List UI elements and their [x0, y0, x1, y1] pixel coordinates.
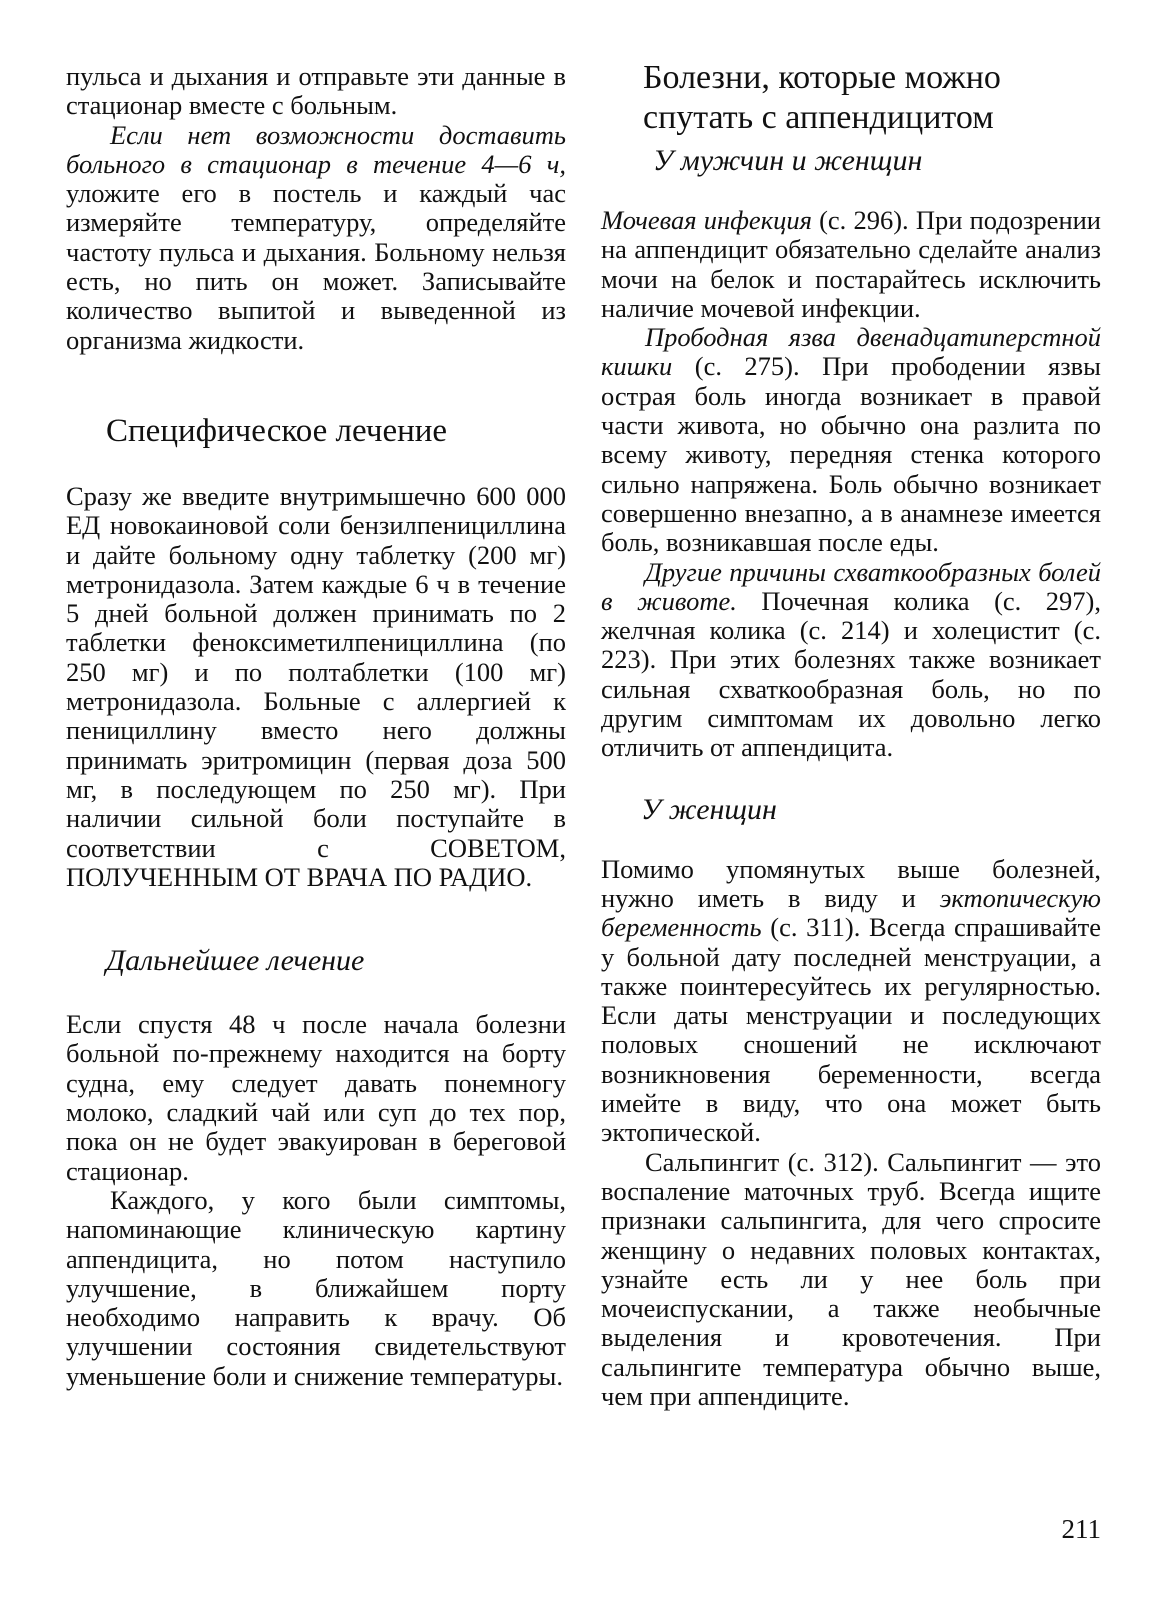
text-other-colic-rest: Почечная колика (с. 297), желчная колика (с. 214) и холецистит (с. 223). При этих болезнях также возникает сильная схваткообразная боль, но по другим симптомам их довольно легко отличить от аппендицита.	[601, 585, 1101, 763]
heading-men-and-women: У мужчин и женщин	[653, 144, 923, 177]
right-column	[601, 59, 1101, 1411]
paragraph-specific-treatment: Сразу же введите внутримышечно 600 000 ЕД новокаиновой соли бензилпенициллина и дайте больному одну таблетку (200 мг) метронидазола. Затем каждые 6 ч в течение 5 дней больной должен принимать по 2 таблетки феноксиметилпенициллина (по 250 мг) и по полтаблетки (100 мг) метронидазола. Больные с аллергией к пенициллину вместо него должны принимать эритромицин (первая доза 500 мг, в последующем по 250 мг). При наличии сильной боли поступайте в соответствии с СОВЕТОМ, ПОЛУЧЕННЫМ ОТ ВРАЧА ПО РАДИО.	[66, 480, 566, 892]
paragraph-refer-doctor: Каждого, у кого были симптомы, напоминающие клиническую картину аппендицита, но потом наступило улучшение, в ближайшем порту необходимо направить к врачу. Об улучшении состояния свидетельствуют уменьшение боли и снижение температуры.	[66, 1184, 566, 1391]
paragraph-no-transport	[66, 121, 566, 355]
italic-other-colic: Другие причины схваткообразных болей в животе.	[601, 556, 1101, 616]
text-ectopic-b: (с. 311). Всегда спрашивайте у больной дату последней менструации, а также поинтересуйтесь их регулярностью. Если даты менструации и последующих половых сношений не исключают возникновения беременности, всегда имейте в виду, что она может быть эктопической.	[601, 912, 1101, 1148]
heading-confusable-diseases: Болезни, которые можно спутать с аппендицитом	[643, 59, 1001, 136]
heading-specific-treatment: Специфическое лечение	[106, 412, 448, 449]
paragraph-salpingitis: Сальпингит (с. 312). Сальпингит — это воспаление маточных труб. Всегда ищите признаки сальпингита, для чего спросите женщину о недавних половых контактах, узнайте есть ли у нее боль при мочеиспускании, а также необычные выделения и кровотечения. При сальпингите температура обычно выше, чем при аппендиците.	[601, 1146, 1101, 1411]
italic-ectopic-pregnancy: эктопическую беременность	[601, 882, 1101, 943]
left-column	[66, 62, 566, 1391]
paragraph-perforated-ulcer	[601, 323, 1101, 557]
page-number: 211	[1061, 1514, 1101, 1544]
italic-perforated-ulcer: Прободная язва двенадцатиперстной кишки	[601, 322, 1101, 382]
text-urinary-infection-rest: (с. 296). При подозрении на аппендицит обязательно сделайте анализ мочи на белок и постарайтесь исключить наличие мочевой инфекции.	[601, 205, 1101, 323]
paragraph-pulse-report: пульса и дыхания и отправьте эти данные в стационар вместе с больным.	[66, 61, 566, 121]
text-perforated-ulcer-rest: (с. 275). При прободении язвы острая боль иногда возникает в правой части живота, но обычно она разлита по всему животу, передняя стенка которого сильно напряжена. Боль обычно возникает совершенно внезапно, а в анамнезе имеется боль, возникавшая после еды.	[601, 351, 1101, 558]
italic-urinary-infection: Мочевая инфекция	[601, 205, 812, 235]
paragraph-further-treatment: Если спустя 48 ч после начала болезни больной по-прежнему находится на борту судна, ему следует давать понемногу молоко, сладкий чай или суп до тех пор, пока он не будет эвакуирован в береговой стационар.	[66, 1009, 566, 1186]
heading-women: У женщин	[641, 792, 777, 826]
paragraph-ectopic-pregnancy	[601, 855, 1101, 1148]
paragraph-urinary-infection	[601, 206, 1101, 323]
heading-further-treatment: Дальнейшее лечение	[106, 944, 365, 978]
text-no-transport-rest: уложите его в постель и каждый час измеряйте температуру, определяйте частоту пульса и дыхания. Больному нельзя есть, но пить он может. Записывайте количество выпитой и выведенной из организма жидкости.	[66, 178, 566, 355]
italic-no-transport: Если нет возможности доставить больного в стационар в течение 4—6 ч,	[66, 119, 566, 179]
paragraph-other-colic	[601, 558, 1101, 763]
document-page	[66, 59, 1106, 1552]
text-ectopic-a: Помимо упомянутых выше болезней, нужно иметь в виду и	[601, 853, 1101, 913]
